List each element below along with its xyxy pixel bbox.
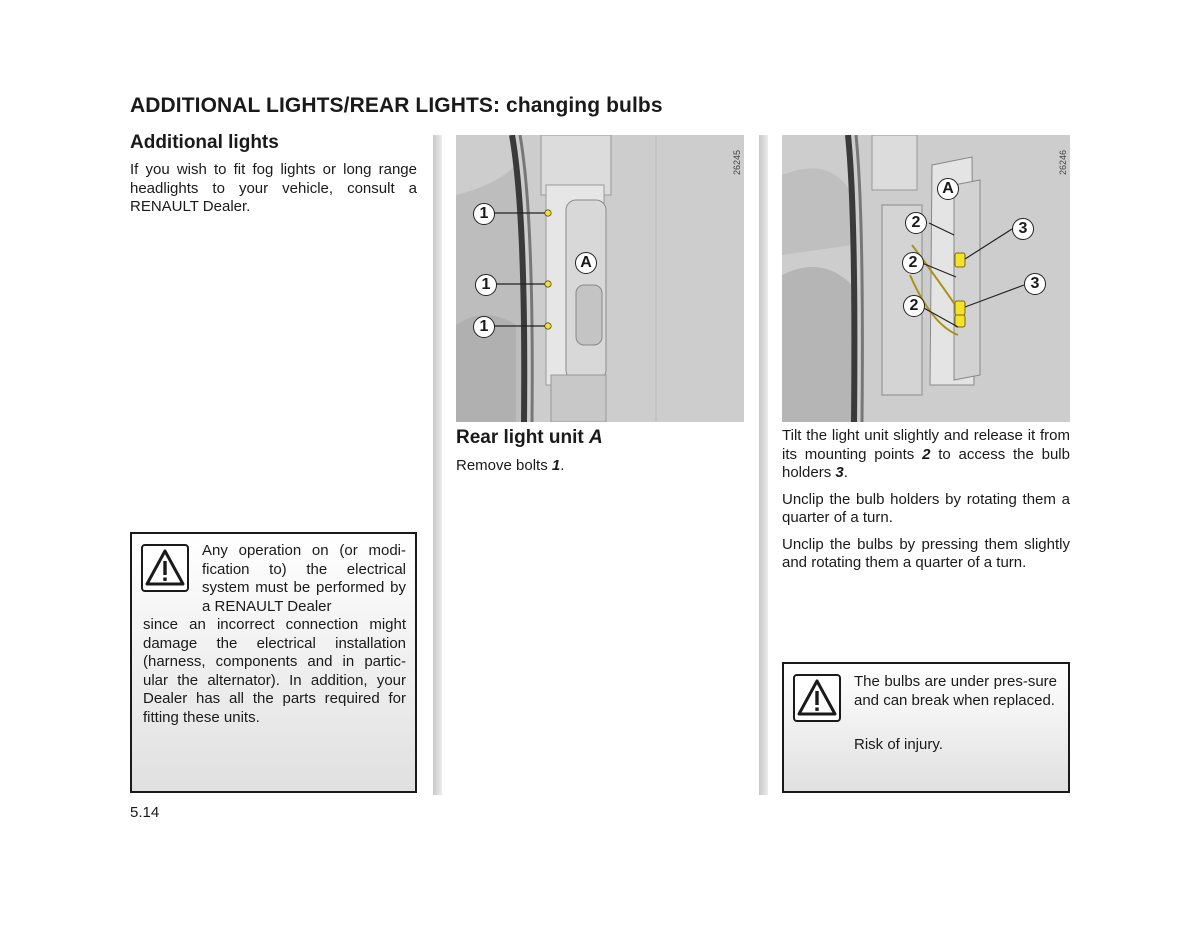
callout-2: 2 [902, 252, 924, 274]
warning-triangle-icon [793, 674, 841, 722]
callout-2: 2 [903, 295, 925, 317]
right-column-text [782, 427, 1070, 581]
callout-1: 1 [475, 274, 497, 296]
column-divider [433, 135, 442, 795]
callout-1: 1 [473, 203, 495, 225]
figure-number: 26245 [732, 149, 742, 175]
tilt-instruction-end: . [843, 464, 848, 481]
rear-light-figure [456, 135, 744, 422]
tilt-instruction-ref: 2 [922, 445, 931, 463]
rear-light-heading [456, 427, 603, 449]
figure-number: 26246 [1058, 149, 1068, 175]
rear-light-instruction-ref: 1 [551, 457, 561, 474]
unclip-bulbs-instruction: Unclip the bulbs by pressing them slightly and rotating them a quarter of a turn. [782, 535, 1070, 571]
tilt-instruction-ref: 3 [835, 464, 844, 481]
tilt-instruction-part: Tilt the light unit slightly and release it from its mounting points [782, 427, 1070, 463]
page-number: 5.14 [130, 804, 160, 821]
electrical-warning-text-bottom: since an incorrect connection might damage the electrical installation (harness, components and in partic-ular the alternator). In addition, your Dealer has all the parts required for fitting these units. [143, 616, 406, 726]
electrical-warning-box [130, 532, 417, 793]
page-title: ADDITIONAL LIGHTS/REAR LIGHTS: changing bulbs [130, 94, 663, 117]
rear-light-heading-text: Rear light unit [456, 427, 589, 448]
bulb-pressure-warning-text: The bulbs are under pres-sure and can break when replaced. [854, 673, 1057, 709]
rear-light-illustration [456, 135, 744, 422]
rear-light-heading-letter: A [589, 427, 603, 448]
tilt-instruction-part: to access the bulb holders [782, 445, 1070, 481]
bulb-pressure-warning-box [782, 662, 1070, 793]
column-divider [759, 135, 768, 795]
additional-lights-text: If you wish to fit fog lights or long range headlights to your vehicle, consult a RENAULT Dealer. [130, 161, 417, 215]
callout-a: A [937, 178, 959, 200]
injury-risk-text: Risk of injury. [854, 736, 943, 753]
rear-light-instruction-end: . [560, 457, 565, 474]
callout-a: A [575, 252, 597, 274]
warning-triangle-icon [141, 544, 189, 592]
additional-lights-heading: Additional lights [130, 132, 279, 153]
callout-1: 1 [473, 316, 495, 338]
callout-2: 2 [905, 212, 927, 234]
electrical-warning-text-top: Any operation on (or modi-fication to) the electrical system must be performed by a RENAULT Dealer [202, 542, 406, 615]
rear-light-instruction-text: Remove bolts [456, 457, 552, 474]
bulb-holder-figure [782, 135, 1070, 422]
unclip-holders-instruction: Unclip the bulb holders by rotating them a quarter of a turn. [782, 490, 1070, 526]
callout-3: 3 [1024, 273, 1046, 295]
rear-light-instruction [456, 457, 746, 476]
tilt-instruction [782, 427, 1070, 483]
callout-3: 3 [1012, 218, 1034, 240]
